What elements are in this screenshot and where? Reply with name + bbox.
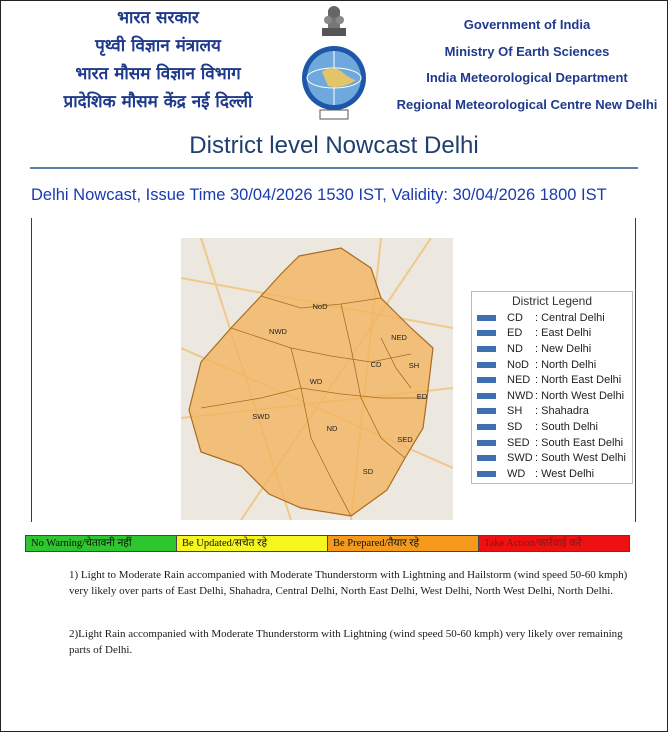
english-header xyxy=(392,12,662,118)
map-label-ed: ED xyxy=(416,392,428,401)
legend-code: SWD xyxy=(507,452,533,465)
legend-code: ED xyxy=(507,327,523,340)
hindi-line-3: भारत मौसम विज्ञान विभाग xyxy=(75,64,241,84)
warning-color-bar xyxy=(25,535,630,552)
hindi-line-1: भारत सरकार xyxy=(117,8,199,28)
delhi-district-map xyxy=(181,238,453,520)
legend-swatch xyxy=(477,471,496,477)
forecast-paragraph-1: 1) Light to Moderate Rain accompanied with Moderate Thunderstorm with Lightning and Hailstorm (wind speed 50-60 kmph) very likely over parts of East Delhi, Shahadra, Central Delhi, North East Delhi, West Delhi, North West Delhi, North Delhi. xyxy=(69,569,628,597)
legend-item xyxy=(472,435,632,451)
warning-take-action: Take Action/कार्रवाई करें xyxy=(479,536,629,551)
legend-item xyxy=(472,372,632,388)
map-left-border xyxy=(31,218,32,522)
district-legend xyxy=(471,291,633,484)
legend-swatch xyxy=(477,315,496,321)
forecast-paragraph-2: 2)Light Rain accompanied with Moderate Thunderstorm with Lightning (wind speed 50-60 kmph) very likely over remaining parts of Delhi. xyxy=(69,628,623,656)
map-label-sed: SED xyxy=(397,435,413,444)
map-right-border xyxy=(635,218,636,522)
legend-swatch xyxy=(477,377,496,383)
legend-code: NWD xyxy=(507,389,534,402)
legend-swatch xyxy=(477,440,496,446)
legend-district-name: : South Delhi xyxy=(535,420,598,433)
legend-swatch xyxy=(477,330,496,336)
legend-code: NED xyxy=(507,374,531,387)
legend-item xyxy=(472,450,632,466)
map-label-ned: NED xyxy=(391,333,407,342)
hindi-line-2: पृथ्वी विज्ञान मंत्रालय xyxy=(95,36,221,56)
legend-item xyxy=(472,466,632,482)
warning-be-prepared: Be Prepared/तैयार रहे xyxy=(328,536,479,551)
legend-district-name: : East Delhi xyxy=(535,327,592,340)
legend-swatch xyxy=(477,424,496,430)
warning-be-updated: Be Updated/सचेत रहे xyxy=(177,536,328,551)
map-label-swd: SWD xyxy=(252,412,270,421)
map-label-nod: NoD xyxy=(312,302,328,311)
legend-district-name: : New Delhi xyxy=(535,342,592,355)
map-label-nwd: NWD xyxy=(269,327,287,336)
legend-district-name: : South East Delhi xyxy=(535,436,624,449)
legend-title: District Legend xyxy=(511,294,593,308)
legend-item xyxy=(472,388,632,404)
legend-district-name: : North East Delhi xyxy=(535,374,622,387)
legend-code: NoD xyxy=(507,358,530,371)
legend-code: SED xyxy=(507,436,530,449)
english-line-3: India Meteorological Department xyxy=(426,70,628,85)
legend-item xyxy=(472,357,632,373)
map-label-cd: CD xyxy=(370,360,382,369)
legend-district-name: : South West Delhi xyxy=(535,452,626,465)
title-divider xyxy=(30,167,638,169)
legend-swatch xyxy=(477,346,496,352)
legend-code: WD xyxy=(507,467,526,480)
legend-code: SH xyxy=(507,405,523,418)
warning-no-warning: No Warning/चेतावनी नहीं xyxy=(26,536,177,551)
legend-code: CD xyxy=(507,311,523,324)
legend-district-name: : North West Delhi xyxy=(535,389,625,402)
legend-swatch xyxy=(477,455,496,461)
imd-emblem-icon xyxy=(298,6,370,122)
legend-item xyxy=(472,404,632,420)
map-label-nd: ND xyxy=(326,424,338,433)
legend-item xyxy=(472,419,632,435)
page-title: District level Nowcast Delhi xyxy=(189,132,479,159)
legend-swatch xyxy=(477,362,496,368)
legend-item xyxy=(472,310,632,326)
legend-swatch xyxy=(477,408,496,414)
issue-time-line: Delhi Nowcast, Issue Time 30/04/2026 1530 IST, Validity: 30/04/2026 1800 IST xyxy=(31,186,607,204)
english-line-2: Ministry Of Earth Sciences xyxy=(444,43,610,59)
legend-code: SD xyxy=(507,420,523,433)
legend-district-name: : Central Delhi xyxy=(535,311,605,324)
english-line-1: Government of India xyxy=(463,17,591,32)
legend-district-name: : Shahadra xyxy=(535,405,589,418)
legend-district-name: : North Delhi xyxy=(535,358,597,371)
map-label-sd: SD xyxy=(362,467,374,476)
legend-code: ND xyxy=(507,342,523,355)
legend-district-name: : West Delhi xyxy=(535,467,595,480)
legend-item xyxy=(472,341,632,357)
legend-item xyxy=(472,326,632,342)
hindi-line-4: प्रादेशिक मौसम केंद्र नई दिल्ली xyxy=(63,92,253,112)
legend-swatch xyxy=(477,393,496,399)
map-label-wd: WD xyxy=(309,377,323,386)
map-label-sh: SH xyxy=(408,361,420,370)
hindi-header xyxy=(28,4,288,116)
english-line-4: Regional Meteorological Centre New Delhi xyxy=(396,96,658,112)
